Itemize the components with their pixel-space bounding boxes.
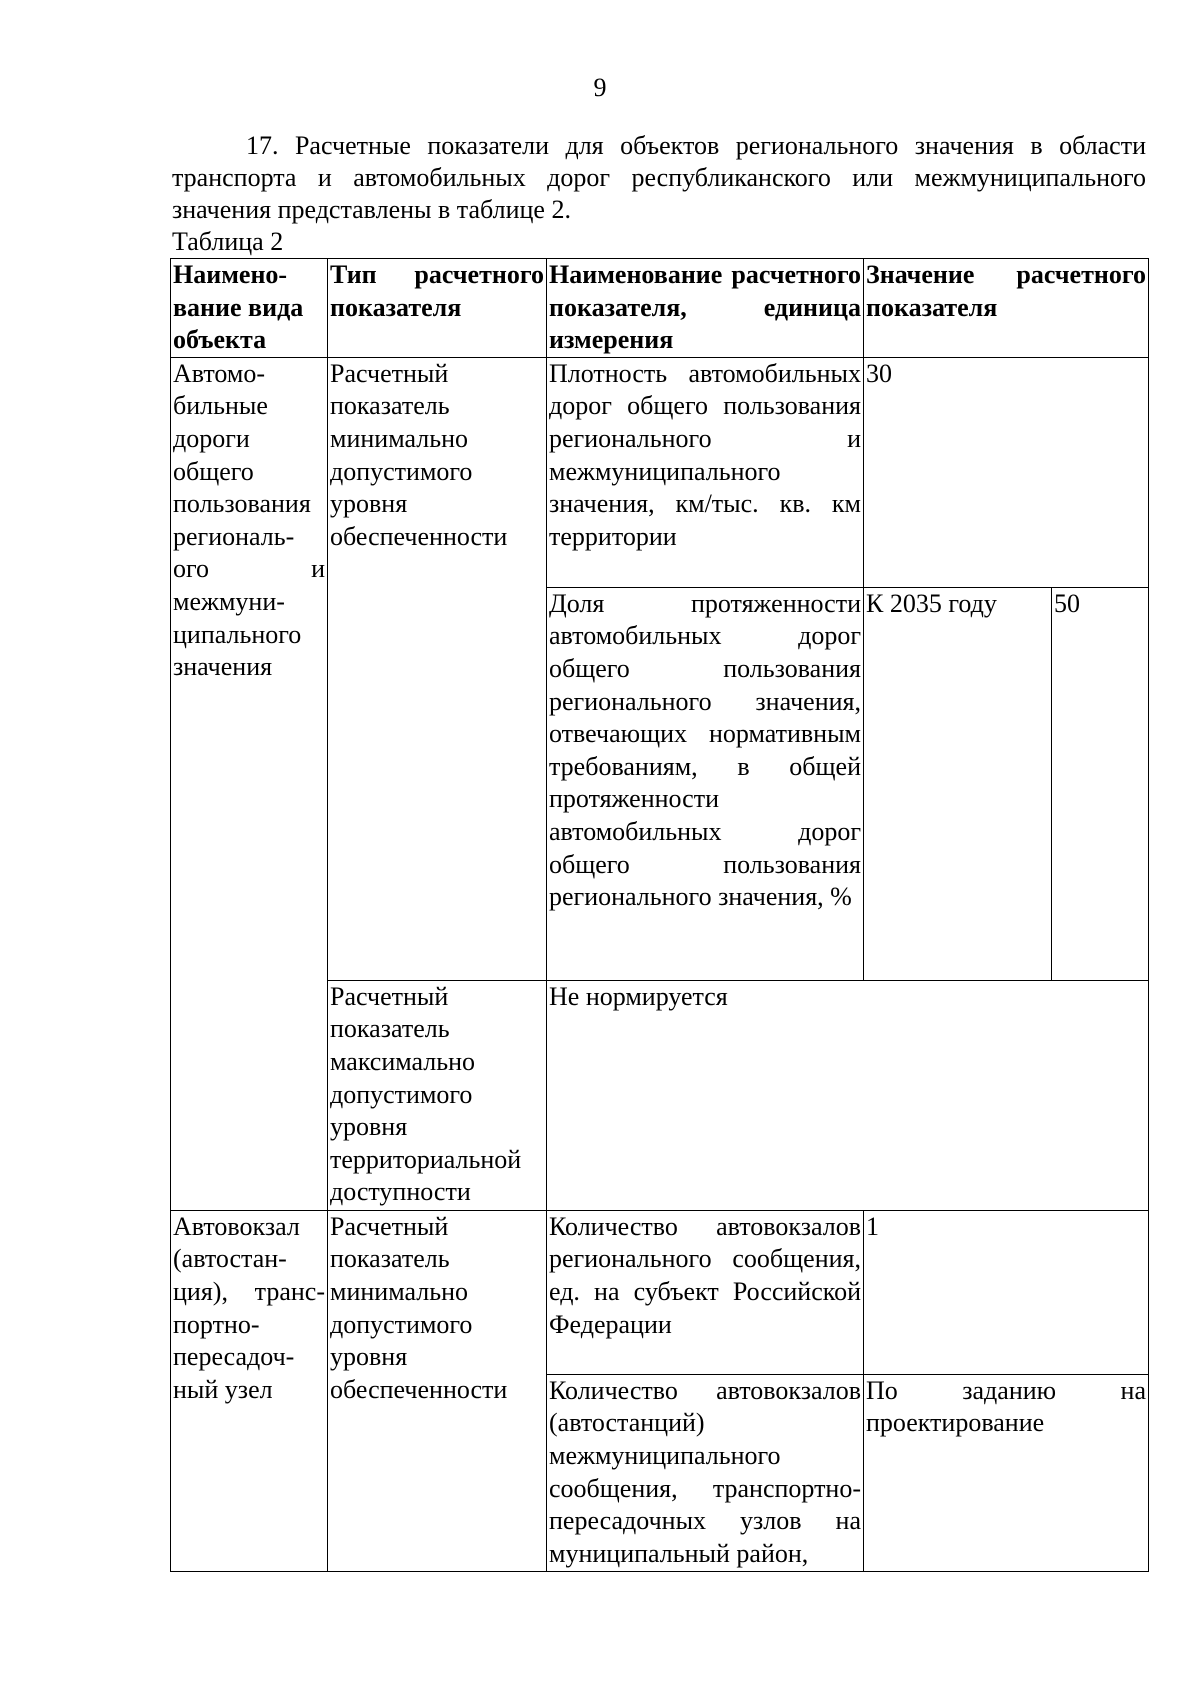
table-header-row [171, 259, 1149, 358]
page-number: 9 [593, 73, 607, 102]
station-object-cell: Автовокзал (автостан-ция), транс-портно-пересадоч-ный узел [171, 1210, 328, 1571]
header-indicator-name: Наименование расчетного показателя, единица измерения [547, 259, 864, 358]
roads-density-value-cell: 30 [864, 357, 1149, 587]
roads-max-value-cell: Не нормируется [547, 980, 1149, 1210]
roads-density-name-cell: Плотность автомобильных дорог общего пользования регионального и межмуниципального значения, км/тыс. кв. км территории [547, 357, 864, 587]
roads-share-name-cell: Доля протяженности автомобильных дорог общего пользования регионального значения, отвечающих нормативным требованиям, в общей протяженности автомобильных дорог общего пользования регионального значения, % [547, 587, 864, 980]
roads-max-type-cell: Расчетный показатель максимально допустимого уровня территориальной доступности [328, 980, 547, 1210]
station-regional-name-cell: Количество автовокзалов регионального сообщения, ед. на субъект Российской Федерации [547, 1210, 864, 1374]
roads-share-value-cell: 50 [1052, 587, 1149, 980]
station-regional-value-cell: 1 [864, 1210, 1149, 1374]
header-indicator-value: Значение расчетного показателя [864, 259, 1149, 358]
table-caption: Таблица 2 [172, 227, 284, 256]
table-row [171, 1210, 1149, 1374]
station-inter-name-cell: Количество автовокзалов (автостанций) межмуниципального сообщения, транспортно-пересадочных узлов на муниципальный район, [547, 1374, 864, 1571]
table-row [171, 357, 1149, 587]
indicators-table [170, 258, 1149, 1572]
intro-paragraph: 17. Расчетные показатели для объектов регионального значения в области транспорта и автомобильных дорог республиканского или межмуниципального значения представлены в таблице 2. [172, 131, 1146, 224]
header-object-type: Наимено-вание вида объекта [171, 259, 328, 358]
roads-min-type-cell: Расчетный показатель минимально допустимого уровня обеспеченности [328, 357, 547, 980]
roads-object-cell: Автомо-бильные дороги общего пользования региональ-ого и межмуни-ципального значения [171, 357, 328, 1210]
roads-share-year-cell: К 2035 году [864, 587, 1052, 980]
station-min-type-cell: Расчетный показатель минимально допустимого уровня обеспеченности [328, 1210, 547, 1571]
station-inter-value-cell: По заданию на проектирование [864, 1374, 1149, 1571]
header-indicator-type: Тип расчетного показателя [328, 259, 547, 358]
